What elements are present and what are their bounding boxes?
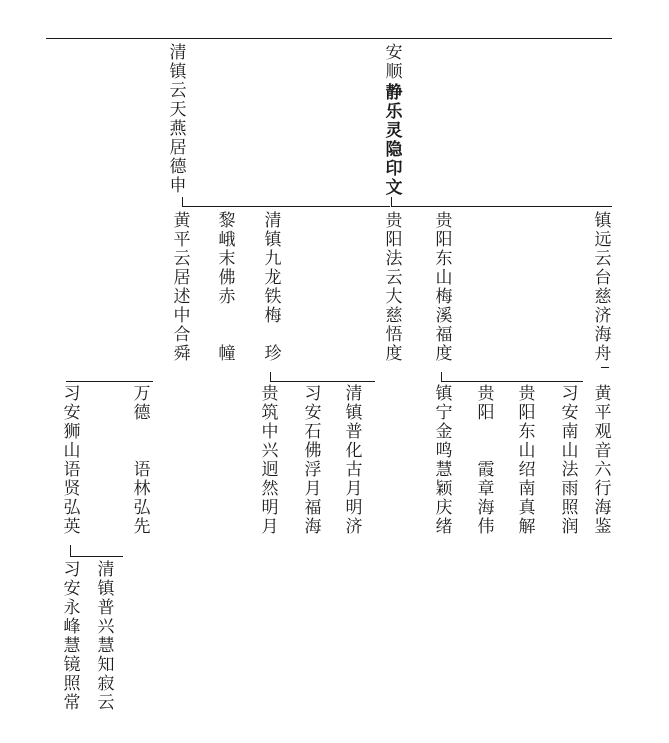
entry-li-e-tail: 幢: [218, 344, 236, 364]
entry-xian-shishan: 习安狮山语贤弘英: [63, 384, 81, 537]
entry-qingzhen-puhua: 清镇普化古月明济: [345, 384, 363, 537]
bracket-anshun-horizontal: [391, 206, 612, 207]
entry-zhenyuan: 镇远云台慈济海舟: [594, 211, 612, 364]
bracket-dongshan-horizontal: [441, 381, 583, 382]
entry-xian-nanshan: 习安南山法雨照润: [561, 384, 579, 537]
entry-guiyang-xiazhang-place: 贵阳: [477, 384, 495, 423]
bracket-yunyan-horizontal: [182, 206, 390, 207]
entry-xian-yongfeng: 习安永峰慧镜照常: [63, 560, 81, 713]
entry-yulin: 语林弘先: [133, 460, 151, 537]
entry-qingzhen-jiulong-tail: 珍: [264, 344, 282, 364]
entry-guiyang-dongshan: 贵阳东山梅溪福度: [435, 211, 453, 364]
entry-xian-shifo: 习安石佛浮月福海: [304, 384, 322, 537]
dash-haishou: [601, 367, 609, 368]
entry-qingzhen-yunyan: 清镇云天燕居德申: [169, 43, 187, 196]
bracket-hongying-vertical: [70, 545, 71, 556]
entry-guiyang-xiazhang-name: 霞章海伟: [477, 460, 495, 537]
entry-guiyang-shaonan: 贵阳东山绍南真解: [518, 384, 536, 537]
bracket-shishan-horizontal: [66, 381, 153, 382]
entry-qingzhen-jiulong: 清镇九龙铁梅: [264, 211, 282, 326]
entry-anshun-name: 静乐灵隐印文: [385, 83, 403, 198]
entry-guizhu: 贵筑中兴迥然明月: [261, 384, 279, 537]
bracket-tiemei-horizontal: [270, 381, 375, 382]
entry-zhenning: 镇宁金鸣慧颖庆绪: [435, 384, 453, 537]
top-rule: [46, 38, 612, 39]
entry-guiyang-fayun: 贵阳法云大慈悟度: [385, 211, 403, 364]
entry-wande: 万德: [133, 384, 151, 423]
entry-qingzhen-puxing: 清镇普兴慧知寂云: [97, 560, 115, 713]
entry-li-e: 黎峨末佛赤: [218, 211, 236, 307]
entry-huangping-guanyin: 黄平观音六行海鉴: [594, 384, 612, 537]
entry-anshun-place: 安顺: [385, 43, 403, 82]
entry-huangping-yunju: 黄平云居述中合舜: [173, 211, 191, 364]
bracket-hongying-horizontal: [70, 556, 123, 557]
